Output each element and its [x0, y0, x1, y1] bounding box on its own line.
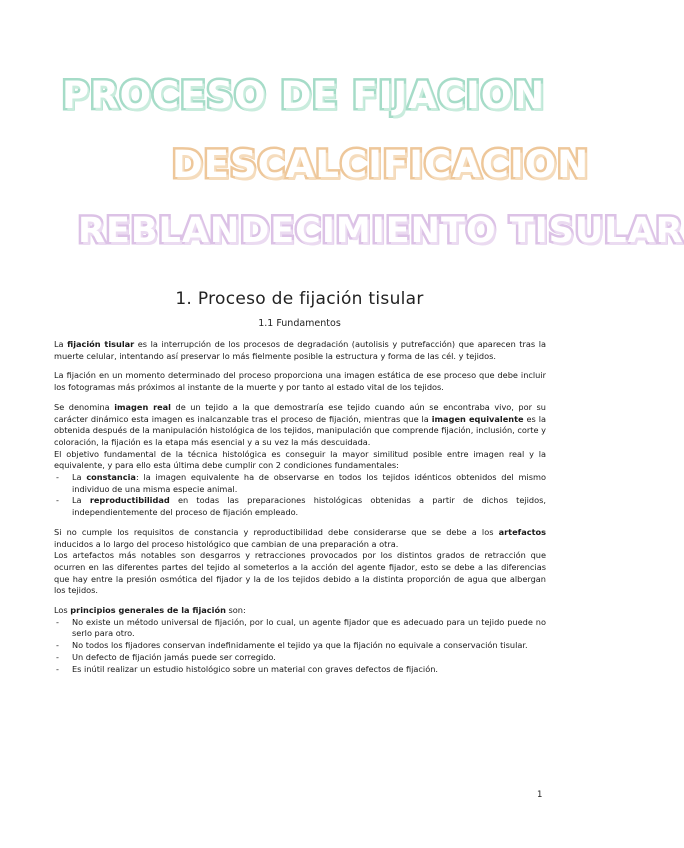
text-run: es la obtenida después de la manipulación histológica de los tejidos, manipulación que comprende fijación, inclusión, corte y coloración, la fijación es la etapa más esencial y a su vez la más descuidada.: [54, 413, 546, 447]
term-imagen-real: imagen real: [114, 401, 171, 412]
conditions-list: [54, 472, 546, 519]
paragraph-objetivo: El objetivo fundamental de la técnica histológica es conseguir la mayor similitud posible entre imagen real y la equivalente, y para ello esta última debe cumplir con 2 condiciones fundamentales:: [54, 448, 546, 471]
list-item: - No todos los fijadores conservan indefinidamente el tejido ya que la fijación no equivale a conservación tisular.: [54, 640, 546, 652]
text-run: de un tejido a la que demostraría ese tejido cuando aún se encontraba vivo, por su carácter dinámico esta imagen es inalcanzable tras el proceso de fijación, mientras que la: [54, 401, 546, 424]
list-item: [54, 495, 546, 518]
section-title: 1. Proceso de fijación tisular: [175, 289, 424, 309]
page-number: 1: [537, 790, 543, 800]
text-run: en todas las preparaciones histológicas obtenidas a partir de dichos tejidos, independientemente del proceso de fijación empleado.: [72, 495, 546, 518]
term-fijacion-tisular: fijación tisular: [67, 339, 135, 349]
text-run: inducidos a lo largo del proceso histológico que cambian de una preparación a otra.: [54, 538, 399, 549]
principles-list: [54, 617, 546, 676]
list-item: - Es inútil realizar un estudio histológico sobre un material con graves defectos de fijación.: [54, 664, 546, 676]
term-principios-generales: principios generales de la fijación: [70, 605, 226, 616]
heading-proceso-de-fijacion: PROCESO DE FIJACION: [62, 74, 546, 117]
term-artefactos: artefactos: [498, 526, 546, 537]
list-item: [54, 472, 546, 495]
text-run: La: [54, 339, 68, 349]
document-body: [54, 339, 546, 683]
paragraph-fijacion-tisular: [54, 339, 546, 362]
heading-reblandecimiento-tisular: REBLANDECIMIENTO TISULAR: [78, 211, 684, 251]
paragraph-artefactos: [54, 527, 546, 550]
text-run: es la interrupción de los procesos de degradación (autolisis y putrefacción) que aparecen tras la muerte celular, intentando así preservar lo más fielmente posible la estructura y forma de las cél. y tejidos.: [54, 339, 546, 361]
paragraph-imagen-real: [54, 402, 546, 449]
list-item: - Un defecto de fijación jamás puede ser corregido.: [54, 652, 546, 664]
text-run: La: [72, 495, 90, 506]
text-run: : la imagen equivalente ha de observarse en todos los tejidos idénticos obtenidos del mismo individuo de una misma especie animal.: [72, 472, 547, 494]
list-item: - No existe un método universal de fijación, por lo cual, un agente fijador que es adecuado para un tejido puede no serlo para otro.: [54, 617, 546, 640]
section-subtitle: 1.1 Fundamentos: [258, 318, 341, 329]
text-run: Los: [54, 605, 71, 616]
paragraph-imagen-estatica: La fijación en un momento determinado del proceso proporciona una imagen estática de ese proceso que debe incluir los fotogramas más próximos al instante de la muerte y por tanto al estado vital de los tejidos.: [54, 370, 546, 393]
text-run: Si no cumple los requisitos de constancia y reproductibilidad debe considerarse que se debe a los: [54, 526, 499, 537]
text-run: son:: [225, 605, 246, 616]
text-run: La: [72, 472, 87, 483]
heading-descalcificacion: DESCALCIFICACION: [172, 143, 590, 186]
paragraph-artefactos-notables: Los artefactos más notables son desgarros y retracciones provocados por los distintos grados de retracción que ocurren en las diferentes partes del tejido al someterlos a la acción del agente fijador, esto se debe a las diferencias que hay entre la presión osmótica del fijador y la de los tejidos debido a la distinta proporción de agua que albergan los tejidos.: [54, 550, 546, 596]
term-constancia: constancia: [86, 472, 136, 483]
term-imagen-equivalente: imagen equivalente: [431, 413, 524, 424]
text-run: Se denomina: [54, 401, 115, 412]
term-reproductibilidad: reproductibilidad: [89, 495, 170, 506]
paragraph-principios: [54, 605, 546, 617]
